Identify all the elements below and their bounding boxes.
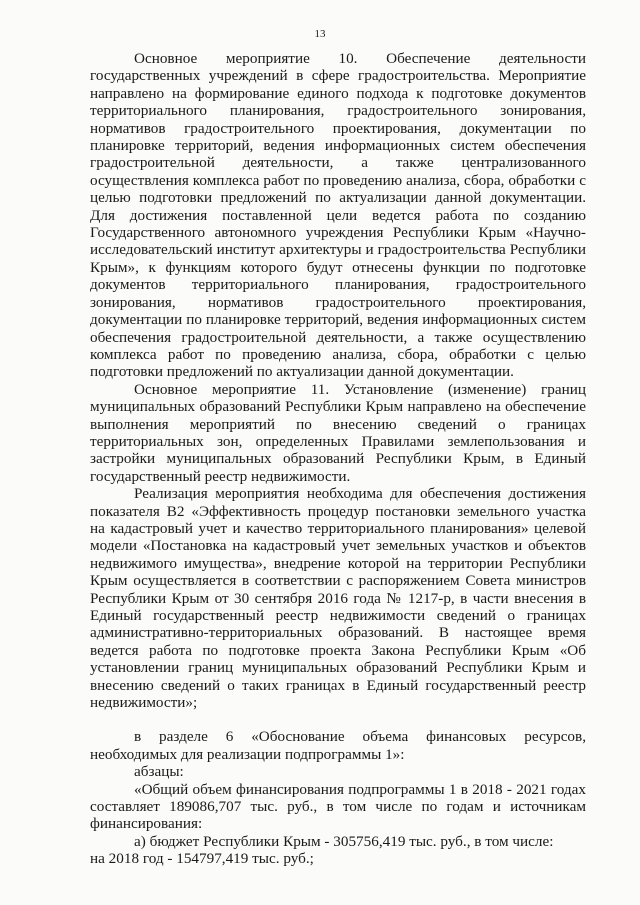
- paragraph-total-funding: «Общий объем финансирования подпрограммы 1 в 2018 - 2021 годах составляет 189086,707 тыс. руб., в том числе по годам и источникам финансирования:: [90, 780, 586, 833]
- paragraph-abzatsy: абзацы:: [134, 763, 184, 781]
- paragraph-main-event-10: Основное мероприятие 10. Обеспечение деятельности государственных учреждений в сфере градостроительства. Мероприятие направлено на формирование единого подхода к подготовке документов территориального планирования, градостроительного зонирования, нормативов градостроительного проектирования, документации по планировке территорий, ведения информационных систем обеспечения градостроительной деятельности, а также централизованного осуществления комплекса работ по проведению анализа, сбора, обработки с целью подготовки предложений по актуализации данной документации. Для достижения поставленной цели ведется работа по созданию Государственного автономного учреждения Республики Крым «Научно-исследовательский институт архитектуры и градостроительства Республики Крым», к функциям которого будут отнесены функции по подготовке документов территориального планирования, градостроительного зонирования, нормативов градостроительного проектирования, документации по планировке территорий, ведения информационных систем обеспечения градостроительной деятельности, а также осуществлению комплекса работ по проведению анализа, сбора, обработки с целью подготовки предложений по актуализации данной документации.: [90, 50, 586, 381]
- page-number: 13: [314, 28, 326, 40]
- paragraph-year-2018: на 2018 год - 154797,419 тыс. руб.;: [90, 850, 314, 868]
- paragraph-budget-crimea: а) бюджет Республики Крым - 305756,419 тыс. руб., в том числе:: [134, 832, 554, 850]
- document-body: [90, 50, 586, 868]
- paragraph-section-6: в разделе 6 «Обоснование объема финансовых ресурсов, необходимых для реализации подпрограммы 1»:: [90, 728, 586, 763]
- paragraph-spacer: [90, 711, 586, 728]
- paragraph-main-event-11: Основное мероприятие 11. Установление (изменение) границ муниципальных образований Республики Крым направлено на обеспечение выполнения мероприятий по внесению сведений о границах территориальных зон, определенных Правилами землепользования и застройки муниципальных образований Республики Крым, в Единый государственный реестр недвижимости.: [90, 380, 586, 485]
- paragraph-implementation: Реализация мероприятия необходима для обеспечения достижения показателя В2 «Эффективность процедур постановки земельного участка на кадастровый учет и качество территориального планирования» целевой модели «Постановка на кадастровый учет земельных участков и объектов недвижимого имущества», внедрение которой на территории Республики Крым осуществляется в соответствии с распоряжением Совета министров Республики Крым от 30 сентября 2016 года № 1217-р, в части внесения в Единый государственный реестр недвижимости сведений о границах административно-территориальных образований. В настоящее время ведется работа по подготовке проекта Закона Республики Крым «Об установлении границ муниципальных образований Республики Крым и внесению сведений о таких границах в Единый государственный реестр недвижимости»;: [90, 485, 586, 712]
